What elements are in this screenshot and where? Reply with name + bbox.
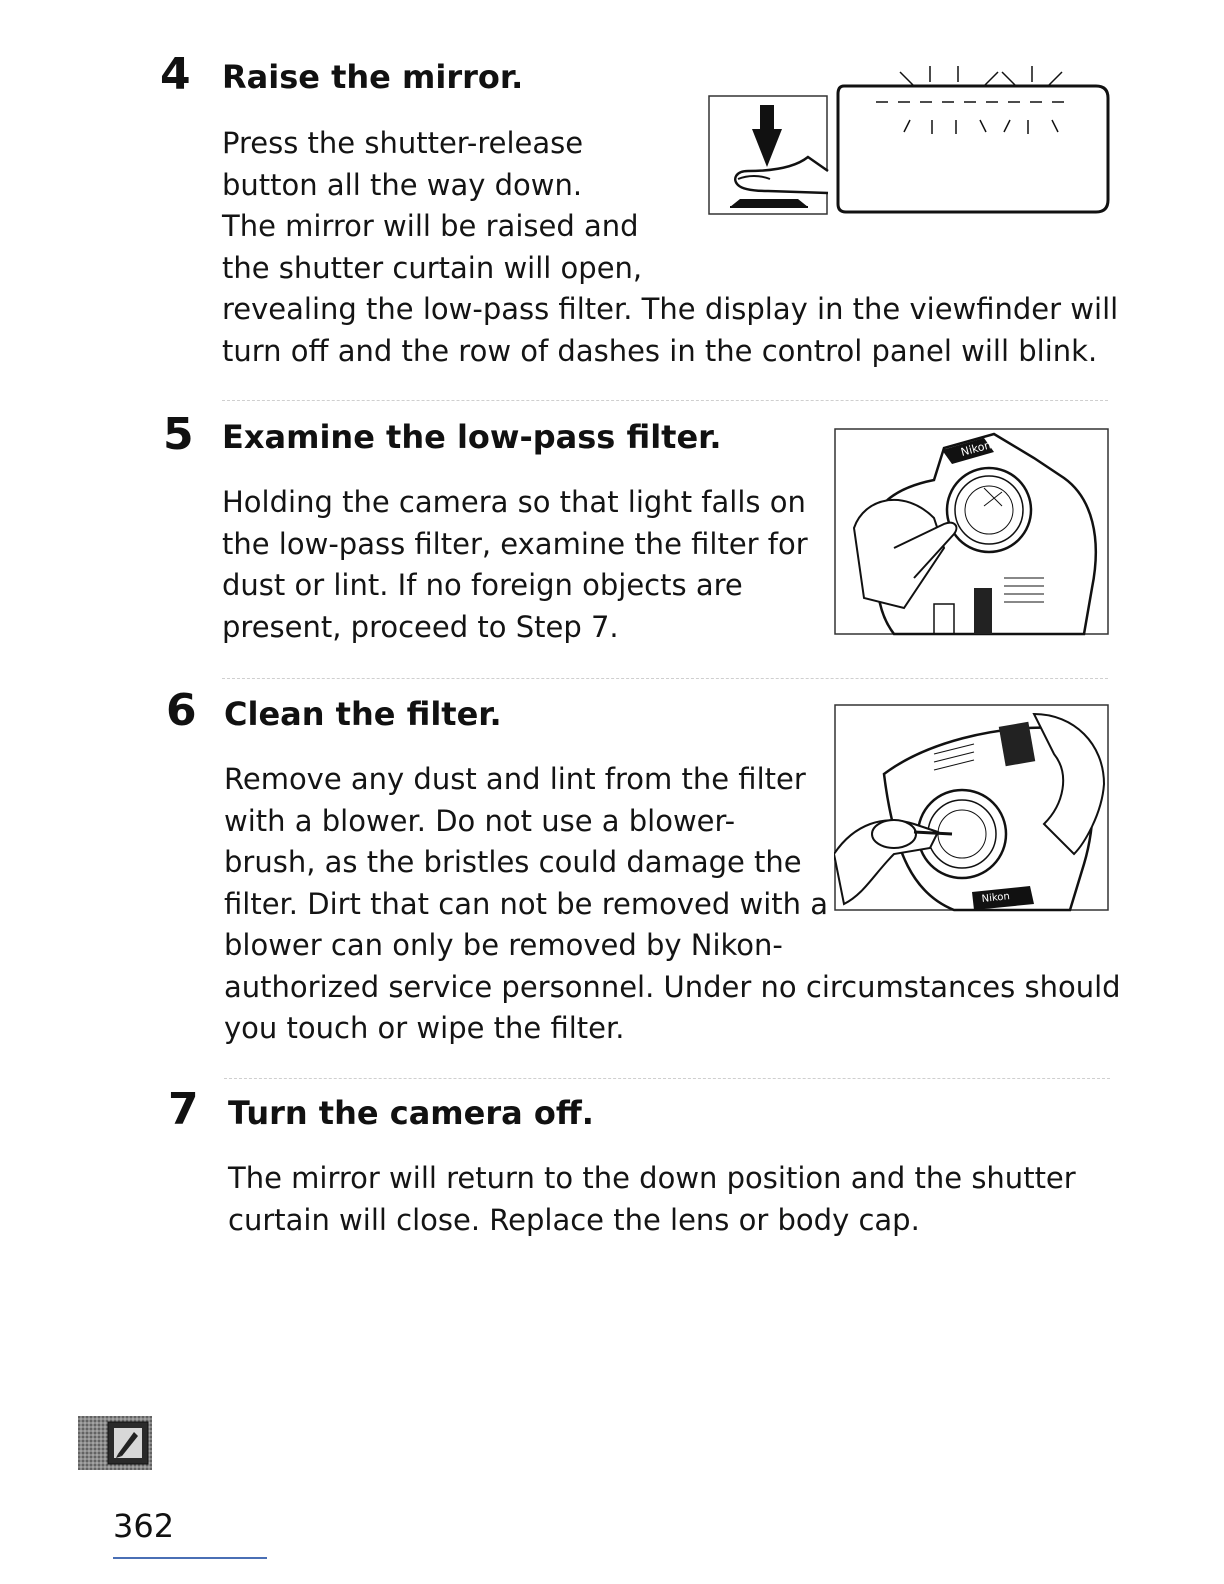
body-line: Remove any dust and lint from the filter (224, 762, 806, 796)
control-panel-blinking-dashes-icon (834, 58, 1114, 218)
tech-notes-tab-icon (78, 1416, 152, 1470)
body-line: revealing the low-pass filter. The display in the viewfinder will (222, 292, 1119, 326)
body-line: the shutter curtain will open, (222, 250, 643, 285)
finger-press-arrow-icon (708, 95, 830, 217)
step-title: Turn the camera off. (228, 1094, 594, 1132)
body-line: Holding the camera so that light falls on (222, 485, 806, 519)
step-title: Examine the low-pass filter. (222, 418, 722, 456)
step-number: 6 (166, 685, 197, 736)
body-line: blower can only be removed by Nikon- (224, 928, 783, 962)
step-number: 7 (168, 1084, 199, 1135)
divider (222, 678, 1108, 679)
step-title: Raise the mirror. (222, 58, 524, 96)
body-line: Press the shutter-release (222, 126, 584, 160)
body-line: present, proceed to Step 7. (222, 609, 619, 644)
camera-logo-text: Nikon (981, 891, 1011, 905)
divider (224, 1078, 1110, 1079)
body-line: filter. Dirt that can not be removed with a (224, 886, 829, 921)
camera-blower-illustration (834, 704, 1110, 912)
page-number: 362 (113, 1507, 175, 1545)
divider (222, 400, 1108, 401)
body-line: turn off and the row of dashes in the control panel will blink. (222, 333, 1098, 368)
body-line: button all the way down. (222, 167, 583, 202)
body-line: authorized service personnel. Under no circumstances should (224, 969, 1121, 1004)
step-number: 5 (163, 409, 194, 460)
page-number-underline (113, 1557, 267, 1559)
body-line: you touch or wipe the filter. (224, 1011, 625, 1045)
body-line: The mirror will return to the down position and the shutter (228, 1161, 1076, 1195)
body-line: brush, as the bristles could damage the (224, 845, 802, 879)
step-body (222, 482, 808, 648)
body-line: dust or lint. If no foreign objects are (222, 568, 743, 602)
step-title: Clean the filter. (224, 695, 502, 733)
camera-examine-illustration (834, 428, 1110, 636)
body-line: The mirror will be raised and (222, 209, 639, 243)
body-line: with a blower. Do not use a blower- (224, 803, 736, 838)
body-line: curtain will close. Replace the lens or body cap. (228, 1202, 920, 1237)
camera-logo-text: Nikon (959, 438, 993, 459)
step-number: 4 (160, 49, 191, 100)
step-body (228, 1158, 1076, 1241)
body-line: the low-pass filter, examine the filter for (222, 526, 808, 561)
